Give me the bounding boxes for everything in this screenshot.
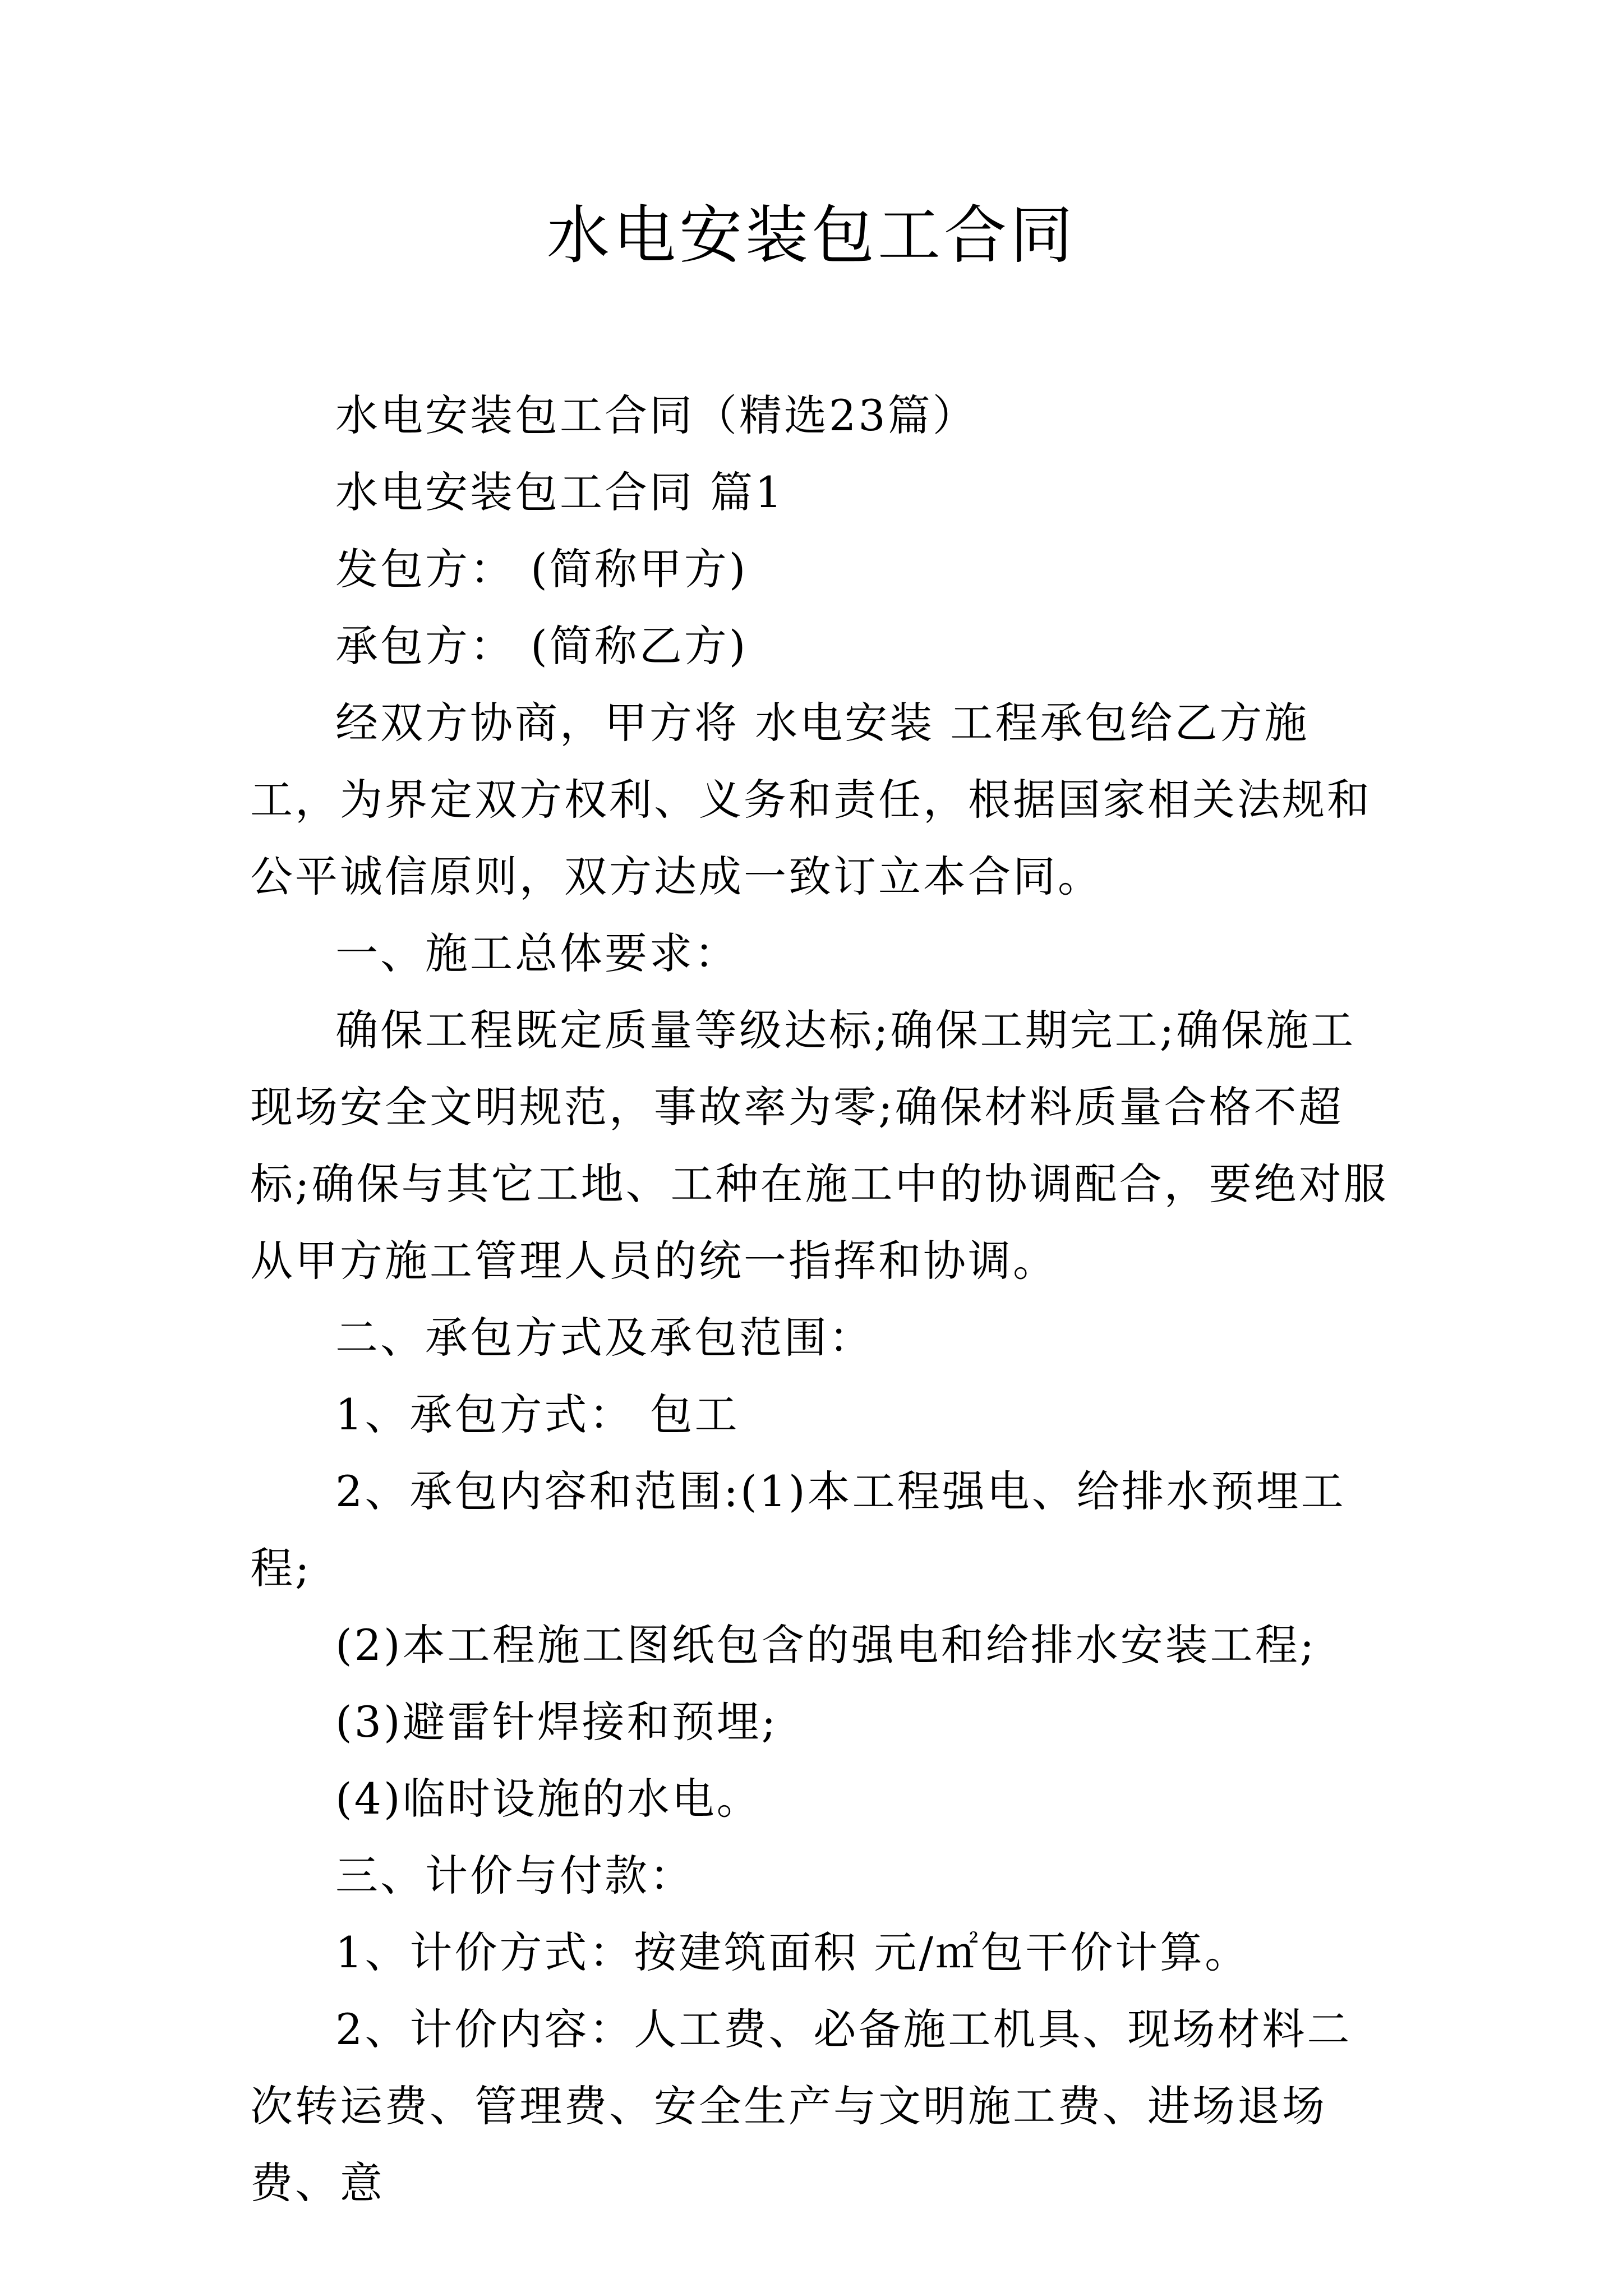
- paragraph-heading-3: 三、计价与付款：: [335, 1851, 694, 1901]
- paragraph-subtitle: 水电安装包工合同（精选23篇）: [335, 390, 978, 440]
- paragraph-requirements: 确保工程既定质量等级达标;确保工期完工;确保施工现场安全文明规范，事故率为零;确保材料质量合格不超标;确保与其它工地、工种在施工中的协调配合，要绝对服从甲方施工管理人员的统一指挥和协调。: [250, 1005, 1389, 1286]
- paragraph-heading-1: 一、施工总体要求：: [335, 928, 739, 978]
- document-title: 水电安装包工合同: [547, 199, 1076, 272]
- paragraph-preamble: 经双方协商，甲方将 水电安装 工程承包给乙方施工，为界定双方权利、义务和责任，根据国家相关法规和公平诚信原则，双方达成一致订立本合同。: [250, 698, 1372, 901]
- paragraph-pricing-method: 1、计价方式：按建筑面积 元/㎡包干价计算。: [335, 1927, 1250, 1977]
- document-body: [250, 377, 1394, 2221]
- paragraph-scope-4: (4)临时设施的水电。: [335, 1774, 762, 1824]
- paragraph-scope-3: (3)避雷针焊接和预埋;: [335, 1697, 778, 1747]
- paragraph-party-b: 承包方： (简称乙方): [335, 621, 748, 671]
- paragraph-party-a: 发包方： (简称甲方): [335, 544, 748, 594]
- paragraph-scope-1: 2、承包内容和范围:(1)本工程强电、给排水预埋工程;: [250, 1466, 1346, 1593]
- paragraph-scope-2: (2)本工程施工图纸包含的强电和给排水安装工程;: [335, 1620, 1317, 1670]
- paragraph-section-heading: 水电安装包工合同 篇1: [335, 467, 785, 517]
- paragraph-contract-method: 1、承包方式： 包工: [335, 1389, 740, 1439]
- paragraph-heading-2: 二、承包方式及承包范围：: [335, 1313, 874, 1363]
- paragraph-pricing-content: 2、计价内容：人工费、必备施工机具、现场材料二次转运费、管理费、安全生产与文明施工费、进场退场费、意: [250, 2004, 1352, 2208]
